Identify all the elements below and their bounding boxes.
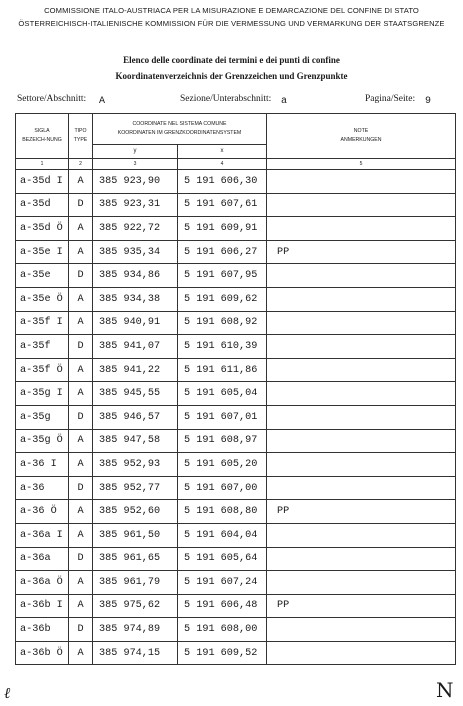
point-code: a-36 Ö (16, 500, 69, 524)
column-number-row (16, 159, 456, 170)
coordinate-x: 5 191 607,95 (178, 264, 267, 288)
point-type: A (69, 641, 93, 665)
point-type: A (69, 429, 93, 453)
coordinate-y: 385 952,93 (93, 453, 178, 477)
coordinate-x: 5 191 611,86 (178, 358, 267, 382)
point-type: A (69, 571, 93, 595)
point-note (267, 641, 456, 665)
coordinate-y: 385 961,79 (93, 571, 178, 595)
note-label: NOTE (353, 128, 369, 134)
coordinate-y: 385 974,89 (93, 618, 178, 642)
coordinate-x: 5 191 606,48 (178, 594, 267, 618)
point-code: a-35e (16, 264, 69, 288)
document-title-italian: Elenco delle coordinate dei termini e dei punti di confine (123, 55, 340, 65)
commission-header-german: ÖSTERREICHISCH-ITALIENISCHE KOMMISSION FÜR DIE VERMESSUNG UND VERMARKUNG DER STAATSGRENZE (18, 19, 445, 28)
pagina-value: 9 (425, 96, 432, 107)
coordinate-x: 5 191 608,97 (178, 429, 267, 453)
header-row-top (16, 114, 456, 145)
point-type: D (69, 264, 93, 288)
type-label: TYPE (73, 137, 88, 143)
point-type: A (69, 523, 93, 547)
point-note (267, 193, 456, 217)
point-code: a-35f (16, 335, 69, 359)
column-number-5: 5 (267, 159, 456, 170)
point-code: a-36b Ö (16, 641, 69, 665)
point-code: a-36 I (16, 453, 69, 477)
point-note (267, 618, 456, 642)
point-note (267, 523, 456, 547)
pagina-label: Pagina/Seite: (365, 94, 416, 104)
table-row (16, 571, 456, 595)
table-row (16, 193, 456, 217)
coordinate-y: 385 934,38 (93, 287, 178, 311)
point-note (267, 264, 456, 288)
point-code: a-36 (16, 476, 69, 500)
commission-header-italian: COMMISSIONE ITALO-AUSTRIACA PER LA MISURAZIONE E DEMARCAZIONE DEL CONFINE DI STATO (44, 6, 419, 15)
coordinate-x: 5 191 608,00 (178, 618, 267, 642)
table-row (16, 641, 456, 665)
point-note (267, 453, 456, 477)
coordinate-y: 385 940,91 (93, 311, 178, 335)
coordinate-x: 5 191 608,80 (178, 500, 267, 524)
document-title-german: Koordinatenverzeichnis der Grenzzeichen und Grenzpunkte (115, 71, 348, 81)
handwritten-initials-right: N (436, 678, 454, 702)
point-type: A (69, 453, 93, 477)
point-code: a-36a (16, 547, 69, 571)
point-note (267, 405, 456, 429)
coordinate-y: 385 946,57 (93, 405, 178, 429)
table-row (16, 358, 456, 382)
coordinate-x: 5 191 606,27 (178, 240, 267, 264)
point-code: a-35e Ö (16, 287, 69, 311)
table-row (16, 476, 456, 500)
coordinate-x: 5 191 610,39 (178, 335, 267, 359)
coordinate-y: 385 923,90 (93, 170, 178, 194)
point-note (267, 358, 456, 382)
coordinate-x: 5 191 607,01 (178, 405, 267, 429)
coordinate-x: 5 191 609,52 (178, 641, 267, 665)
point-note (267, 476, 456, 500)
table-row (16, 547, 456, 571)
coordinate-x: 5 191 607,61 (178, 193, 267, 217)
coordinate-y: 385 961,50 (93, 523, 178, 547)
point-type: D (69, 335, 93, 359)
sigla-header (16, 114, 69, 159)
point-type: A (69, 594, 93, 618)
coordinate-x: 5 191 605,20 (178, 453, 267, 477)
anmerkungen-label: ANMERKUNGEN (340, 137, 382, 143)
point-note (267, 571, 456, 595)
point-type: A (69, 170, 93, 194)
point-code: a-35g Ö (16, 429, 69, 453)
settore-value: A (99, 96, 106, 107)
point-note (267, 170, 456, 194)
point-type: D (69, 547, 93, 571)
coordinate-y: 385 923,31 (93, 193, 178, 217)
point-code: a-36a I (16, 523, 69, 547)
table-row (16, 311, 456, 335)
table-row (16, 500, 456, 524)
coordinate-x: 5 191 605,64 (178, 547, 267, 571)
point-type: A (69, 287, 93, 311)
coordinates-table (15, 113, 456, 665)
table-row (16, 405, 456, 429)
point-code: a-35g (16, 405, 69, 429)
coordinate-y: 385 961,65 (93, 547, 178, 571)
bezeichnung-label: BEZEICH-NUNG (22, 137, 62, 143)
handwritten-initials-left: ℓ (4, 684, 11, 702)
point-note: PP (267, 594, 456, 618)
point-code: a-35d (16, 193, 69, 217)
point-type: A (69, 500, 93, 524)
y-axis-header: y (93, 145, 178, 159)
coordinates-label-italian: COORDINATE NEL SISTEMA COMUNE (132, 121, 227, 127)
coordinate-y: 385 941,22 (93, 358, 178, 382)
table-row (16, 335, 456, 359)
point-code: a-36b I (16, 594, 69, 618)
point-type: D (69, 405, 93, 429)
point-type: D (69, 193, 93, 217)
point-note (267, 217, 456, 241)
point-code: a-35d Ö (16, 217, 69, 241)
table-row (16, 170, 456, 194)
sezione-label: Sezione/Unterabschnitt: (180, 94, 272, 104)
coordinate-y: 385 935,34 (93, 240, 178, 264)
coordinate-x: 5 191 605,04 (178, 382, 267, 406)
table-row (16, 594, 456, 618)
coordinate-x: 5 191 609,91 (178, 217, 267, 241)
coordinate-x: 5 191 609,62 (178, 287, 267, 311)
point-note (267, 382, 456, 406)
point-type: A (69, 240, 93, 264)
table-row (16, 287, 456, 311)
coordinate-y: 385 934,86 (93, 264, 178, 288)
point-note (267, 547, 456, 571)
coordinate-y: 385 952,60 (93, 500, 178, 524)
table-row (16, 264, 456, 288)
point-code: a-35d I (16, 170, 69, 194)
column-number-1: 1 (16, 159, 69, 170)
column-number-4: 4 (178, 159, 267, 170)
table-row (16, 523, 456, 547)
point-note: PP (267, 500, 456, 524)
coordinates-label-german: KOORDINATEN IM GRENZKOORDINATENSYSTEM (117, 130, 242, 136)
coordinate-y: 385 974,15 (93, 641, 178, 665)
table-row (16, 240, 456, 264)
coordinate-x: 5 191 607,00 (178, 476, 267, 500)
coordinate-y: 385 952,77 (93, 476, 178, 500)
point-code: a-35g I (16, 382, 69, 406)
point-note: PP (267, 240, 456, 264)
table-row (16, 429, 456, 453)
coordinate-x: 5 191 607,24 (178, 571, 267, 595)
coordinates-header (93, 114, 267, 145)
coordinate-x: 5 191 606,30 (178, 170, 267, 194)
sigla-label: SIGLA (34, 128, 50, 134)
settore-label: Settore/Abschnitt: (17, 94, 87, 104)
sezione-value: a (281, 96, 288, 107)
point-note (267, 287, 456, 311)
point-note (267, 335, 456, 359)
table-row (16, 618, 456, 642)
column-number-3: 3 (93, 159, 178, 170)
x-axis-header: x (178, 145, 267, 159)
coordinate-y: 385 945,55 (93, 382, 178, 406)
coordinate-y: 385 947,58 (93, 429, 178, 453)
note-header (267, 114, 456, 159)
point-code: a-36a Ö (16, 571, 69, 595)
point-code: a-35e I (16, 240, 69, 264)
coordinate-y: 385 975,62 (93, 594, 178, 618)
point-code: a-35f I (16, 311, 69, 335)
table-row (16, 382, 456, 406)
point-type: A (69, 217, 93, 241)
point-code: a-36b (16, 618, 69, 642)
point-type: A (69, 311, 93, 335)
coordinate-x: 5 191 608,92 (178, 311, 267, 335)
table-row (16, 217, 456, 241)
point-type: D (69, 476, 93, 500)
table-row (16, 453, 456, 477)
point-type: A (69, 382, 93, 406)
point-type: D (69, 618, 93, 642)
tipo-label: TIPO (74, 128, 87, 134)
column-number-2: 2 (69, 159, 93, 170)
tipo-header (69, 114, 93, 159)
coordinate-y: 385 922,72 (93, 217, 178, 241)
point-note (267, 311, 456, 335)
point-type: A (69, 358, 93, 382)
coordinate-x: 5 191 604,04 (178, 523, 267, 547)
table-body (16, 170, 456, 665)
point-code: a-35f Ö (16, 358, 69, 382)
point-note (267, 429, 456, 453)
coordinate-y: 385 941,07 (93, 335, 178, 359)
